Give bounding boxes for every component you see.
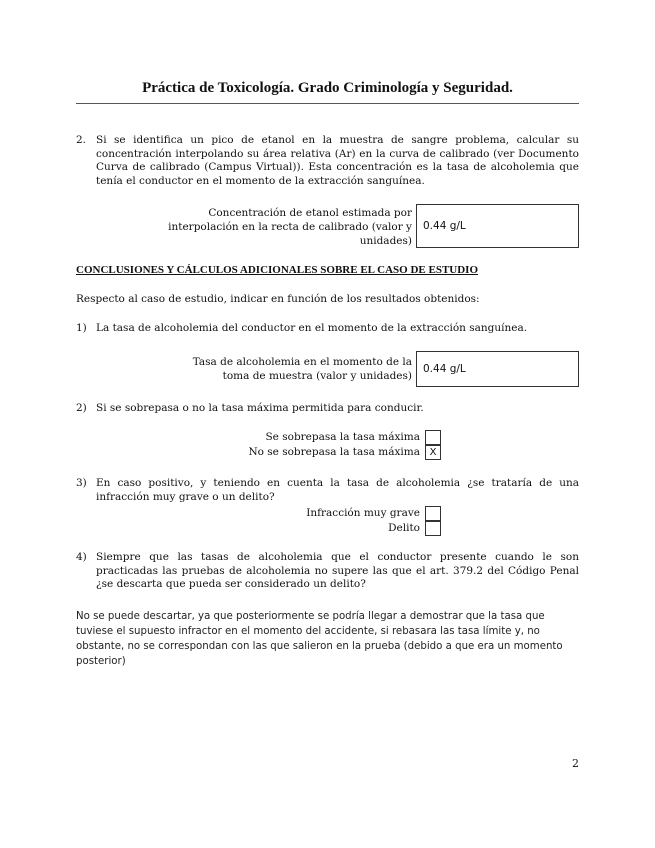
conclusions-intro: Respecto al caso de estudio, indicar en función de los resultados obtenidos: xyxy=(76,293,480,305)
option-crime-label: Delito xyxy=(388,522,420,534)
option-not-exceeds-label: No se sobrepasa la tasa máxima xyxy=(248,446,420,458)
alcohol-rate-label-2: toma de muestra (valor y unidades) xyxy=(222,370,412,382)
item-3-text: En caso positivo, y teniendo en cuenta la tasa de alcoholemia ¿se trataría de una infracción muy grave o un delito? xyxy=(96,477,579,503)
ethanol-concentration-field[interactable] xyxy=(416,204,579,248)
item-3-number: 3) xyxy=(76,477,87,489)
option-exceeds-checkbox[interactable] xyxy=(425,430,441,445)
option-exceeds-label: Se sobrepasa la tasa máxima xyxy=(265,431,420,443)
ethanol-concentration-label-2: interpolación en la recta de calibrado (valor y xyxy=(168,221,412,233)
ethanol-concentration-value: 0.44 g/L xyxy=(423,220,466,232)
page-number: 2 xyxy=(572,757,579,770)
page-title: Práctica de Toxicología. Grado Criminología y Seguridad. xyxy=(142,80,513,96)
question-2-number: 2. xyxy=(76,134,87,146)
item-4-text: Siempre que las tasas de alcoholemia que el conductor presente cuando le son practicadas las pruebas de alcoholemia no supere las que el art. 379.2 del Código Penal ¿se descarta que pueda ser considerado un delito? xyxy=(96,551,579,590)
option-serious-infraction-label: Infracción muy grave xyxy=(306,507,420,519)
item-4-number: 4) xyxy=(76,551,87,563)
option-serious-infraction-checkbox[interactable] xyxy=(425,506,441,521)
question-2-text: Si se identifica un pico de etanol en la muestra de sangre problema, calcular su concentración interpolando su área relativa (Ar) en la curva de calibrado (ver Documento Curva de calibrado (Campus Virtual)). Esta concentración es la tasa de alcoholemia que tenía el conductor en el momento de la extracción sanguínea. xyxy=(96,134,579,187)
ethanol-concentration-label-1: Concentración de etanol estimada por xyxy=(208,207,412,219)
option-crime-checkbox[interactable] xyxy=(425,521,441,536)
conclusions-heading: CONCLUSIONES Y CÁLCULOS ADICIONALES SOBRE EL CASO DE ESTUDIO xyxy=(76,264,479,276)
alcohol-rate-value: 0.44 g/L xyxy=(423,363,466,375)
ethanol-concentration-label-3: unidades) xyxy=(359,235,412,247)
answer-text: No se puede descartar, ya que posteriormente se podría llegar a demostrar que la tasa que tuviese el supuesto infractor en el momento del accidente, si rebasara las tasa límite y, no obstante, no se correspondan con las que salieron en la prueba (debido a que era un momento posterior) xyxy=(76,611,563,667)
item-1-number: 1) xyxy=(76,322,87,334)
option-not-exceeds-checkbox[interactable]: X xyxy=(425,445,441,460)
alcohol-rate-label-1: Tasa de alcoholemia en el momento de la xyxy=(192,356,412,368)
item-2-number: 2) xyxy=(76,402,87,414)
item-2-text: Si se sobrepasa o no la tasa máxima permitida para conducir. xyxy=(96,402,424,414)
item-1-text: La tasa de alcoholemia del conductor en el momento de la extracción sanguínea. xyxy=(96,322,528,334)
alcohol-rate-field[interactable] xyxy=(416,351,579,387)
header-divider xyxy=(76,103,579,104)
